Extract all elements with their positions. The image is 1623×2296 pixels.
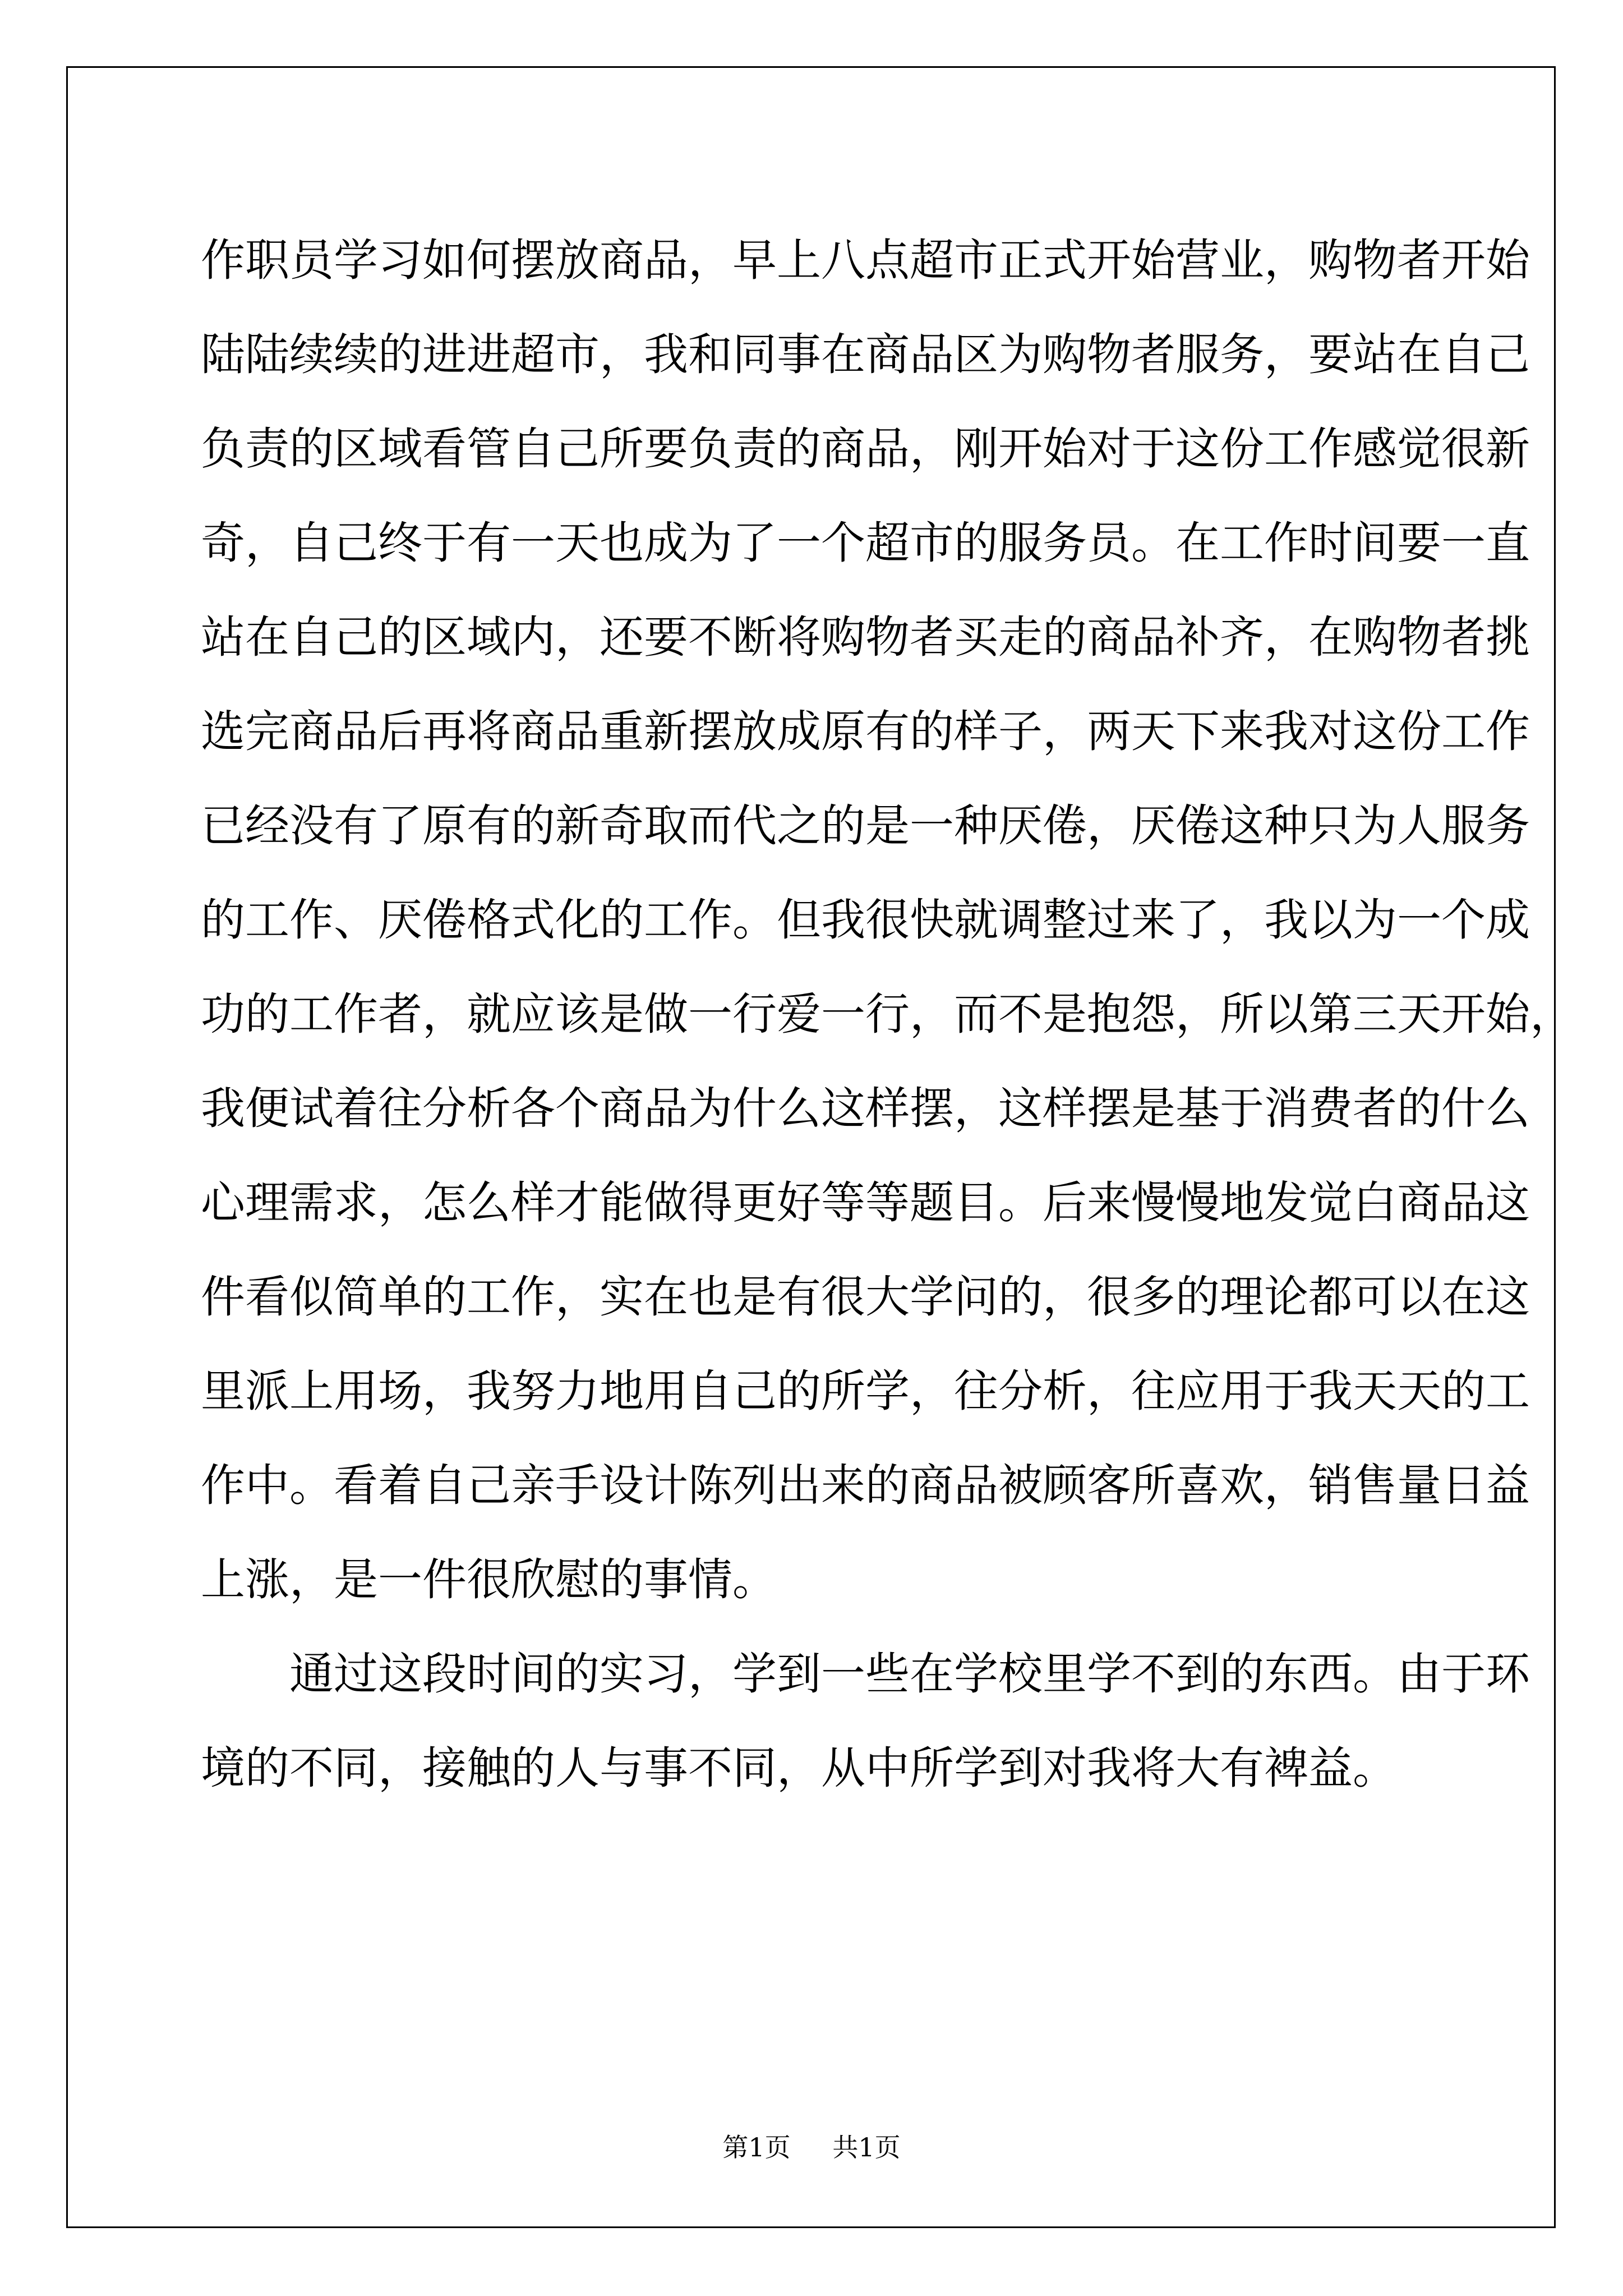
text-line: 站在自己的区域内，还要不断将购物者买走的商品补齐，在购物者挑	[201, 611, 1530, 663]
text-line: 里派上用场，我努力地用自己的所学，往分析，往应用于我天天的工	[201, 1365, 1530, 1417]
text-line: 选完商品后再将商品重新摆放成原有的样子，两天下来我对这份工作	[201, 706, 1530, 757]
paragraph	[201, 1627, 1530, 1815]
text-line: 上涨，是一件很欣慰的事情。	[201, 1554, 777, 1605]
document-body	[201, 213, 1574, 1815]
text-line: 境的不同，接触的人与事不同，从中所学到对我将大有裨益。	[201, 1742, 1397, 1794]
text-line: 心理需求，怎么样才能做得更好等等题目。后来慢慢地发觉白商品这	[201, 1177, 1530, 1228]
text-line: 奇，自己终于有一天也成为了一个超市的服务员。在工作时间要一直	[201, 517, 1530, 569]
text-line: 已经没有了原有的新奇取而代之的是一种厌倦，厌倦这种只为人服务	[201, 800, 1530, 852]
text-line: 件看似简单的工作，实在也是有很大学问的，很多的理论都可以在这	[201, 1271, 1530, 1323]
page-footer	[0, 2127, 1623, 2164]
page-number: 第1页	[722, 2132, 791, 2162]
text-line: 功的工作者，就应该是做一行爱一行，而不是抱怨，所以第三天开始，	[201, 988, 1574, 1040]
text-line: 负责的区域看管自己所要负责的商品，刚开始对于这份工作感觉很新	[201, 423, 1530, 475]
text-line: 陆陆续续的进进超市，我和同事在商品区为购物者服务，要站在自己	[201, 329, 1530, 380]
text-line: 的工作、厌倦格式化的工作。但我很快就调整过来了，我以为一个成	[201, 894, 1530, 946]
paragraph	[201, 213, 1574, 1627]
text-line: 我便试着往分析各个商品为什么这样摆，这样摆是基于消费者的什么	[201, 1083, 1530, 1134]
text-line: 作职员学习如何摆放商品，早上八点超市正式开始营业，购物者开始	[201, 234, 1530, 286]
page-total: 共1页	[832, 2132, 901, 2162]
text-line: 作中。看着自己亲手设计陈列出来的商品被顾客所喜欢，销售量日益	[201, 1460, 1530, 1511]
text-line: 通过这段时间的实习，学到一些在学校里学不到的东西。由于环	[289, 1648, 1530, 1700]
